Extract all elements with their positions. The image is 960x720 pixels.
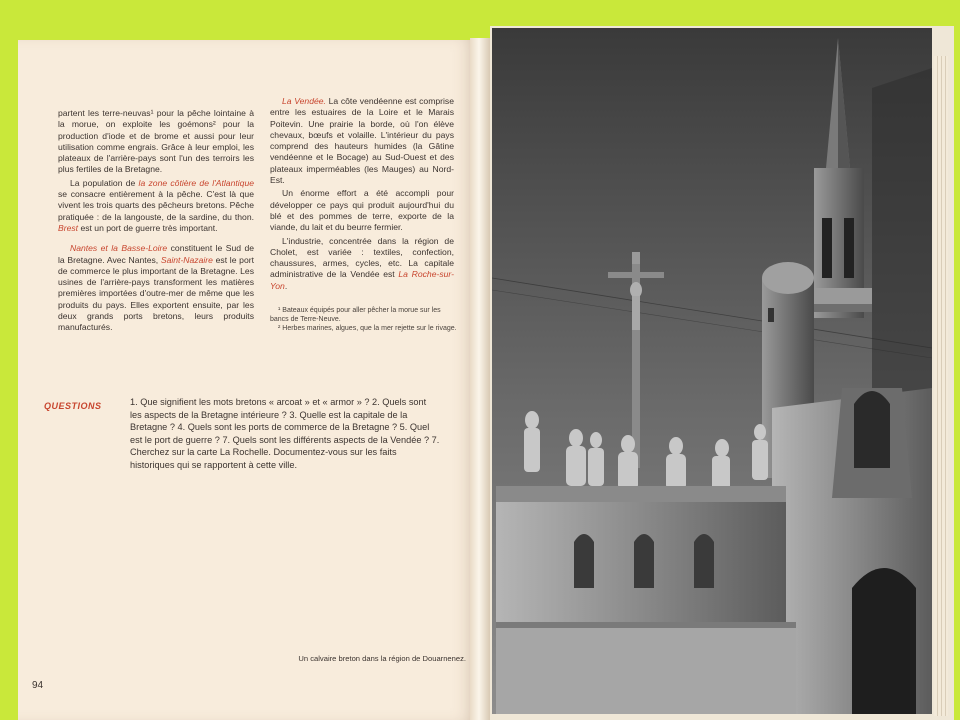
text-column-left [58, 108, 254, 334]
paragraph-nantes: Nantes et la Basse-Loire constituent le Sud de la Bretagne. Avec Nantes, Saint-Nazaire est le port de commerce le plus important de la Bretagne. Les usines de l'arrière-pays transforment les matières premières importées d'outre-mer de même que les produits du pays. Elles exportent ensuite, par les deux grands ports bretons, leurs produits manufacturés. [58, 243, 255, 333]
open-book [18, 26, 954, 720]
paragraph-industrie: L'industrie, concentrée dans la région de Cholet, est variée : textiles, confection, chaussures, armes, cycles, etc. La capitale administrative de la Vendée est La Roche-sur-Yon. [270, 235, 454, 291]
page-number: 94 [32, 680, 44, 691]
paragraph-effort: Un énorme effort a été accompli pour développer ce pays qui produit aujourd'hui du blé et des pommes de terre, exporte de la viande, du lait et du beurre fermier. [270, 188, 454, 233]
questions-text: 1. Que signifient les mots bretons « arcoat » et « armor » ? 2. Quels sont les aspects de la Bretagne intérieure ? 3. Quelle est la capitale de la Bretagne ? 4. Quels sont les ports de commerce de la Bretagne ? 5. Quel est le port de guerre ? 7. Quels sont les différents aspects de la Vendée ? 7. Cherchez sur la carte La Rochelle. Documentez-vous sur les faits historiques qui se rapportent à cette ville. [130, 397, 440, 470]
left-page [18, 40, 476, 720]
right-page [490, 26, 954, 720]
paragraph-goemons: partent les terre-neuvas¹ pour la pêche lointaine à la morue, on exploite les goémons² pour la production d'iode et de brome et aussi pour leur utilisation comme engrais. Grâce à leur emploi, les plateaux de l'arrière-pays sont l'un des terroirs les plus fertiles de la Bretagne. [58, 108, 254, 175]
page-edges [934, 56, 948, 716]
footnote-2: ² Herbes marines, algues, que la mer rejette sur le rivage. [278, 325, 457, 332]
text-column-right [270, 96, 454, 292]
paragraph-vendee: La Vendée. La côte vendéenne est comprise entre les estuaires de la Loire et le Marais Poitevin. Une prairie la borde, où l'on élève chevaux, bœufs et volaille. L'intérieur du pays comprend des hauteurs humides (la Gâtine vendéenne et le Bocage) au Sud-Ouest et des plateaux imperméables (les Mauges) au Nord-Est. [270, 96, 454, 186]
photo-caption: Un calvaire breton dans la région de Douarnenez. [298, 654, 466, 663]
calvary-photo-illustration [492, 28, 932, 714]
footnote-1: ¹ Bateaux équipés pour aller pêcher la morue sur les bancs de Terre-Neuve. [270, 307, 441, 323]
footnotes [270, 306, 460, 333]
questions-heading: QUESTIONS [44, 401, 102, 411]
book-gutter [470, 38, 490, 720]
paragraph-atlantique: La population de la zone côtière de l'Atlantique se consacre entièrement à la pêche. C'est là que vivent les trois quarts des pêcheurs bretons. Pêche pratiquée : de la langouste, de la sardine, du thon. Brest est un port de guerre très important. [58, 177, 255, 233]
calvary-photo [492, 28, 932, 714]
